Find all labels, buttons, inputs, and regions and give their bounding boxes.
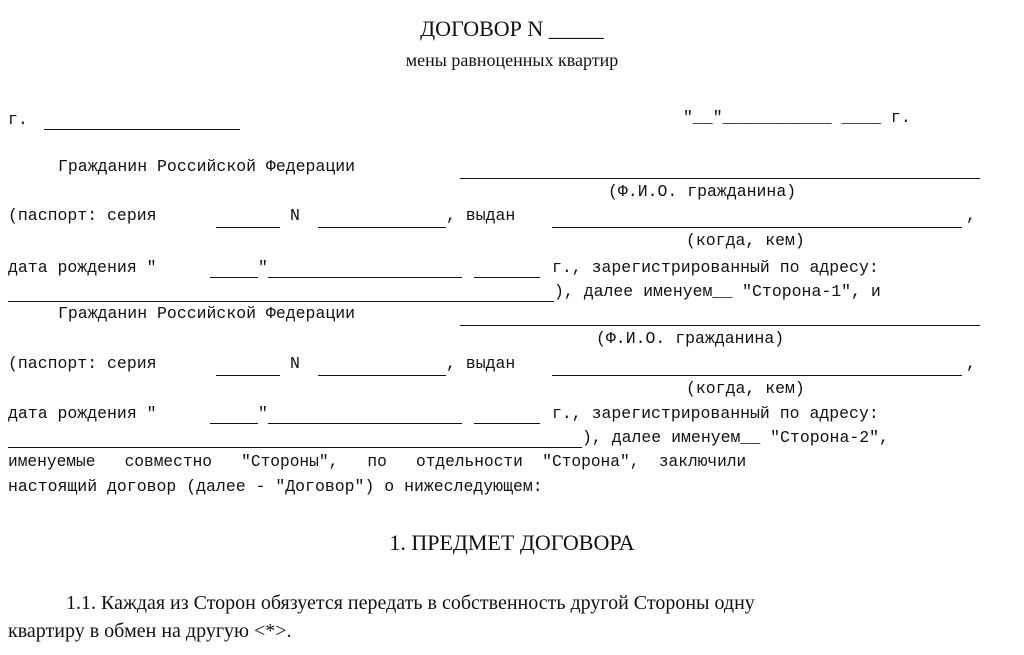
party2-issued-blank bbox=[552, 375, 962, 376]
party2-year-reg-label: г., зарегистрированный по адресу: bbox=[552, 404, 879, 423]
party2-citizen-label: Гражданин Российской Федерации bbox=[58, 304, 356, 323]
city-blank bbox=[44, 129, 240, 130]
party2-birth-year-blank bbox=[474, 423, 540, 424]
party1-issued-comma: , bbox=[966, 206, 976, 225]
party2-address-blank bbox=[8, 447, 582, 448]
party2-issued-label: , выдан bbox=[446, 354, 516, 373]
party1-birth-month-blank bbox=[268, 277, 462, 278]
party1-birth-quote: " bbox=[258, 258, 268, 277]
party1-year-reg-label: г., зарегистрированный по адресу: bbox=[552, 258, 879, 277]
party1-issued-label: , выдан bbox=[446, 206, 516, 225]
party1-address-blank bbox=[8, 301, 554, 302]
city-prefix: г. bbox=[8, 110, 28, 129]
party1-address-tail: ), далее именуем__ "Сторона-1", и bbox=[554, 282, 881, 301]
party2-number-label: N bbox=[290, 354, 300, 373]
contract-subtitle: мены равноценных квартир bbox=[405, 50, 619, 70]
party1-series-blank bbox=[216, 227, 280, 228]
party2-birth-quote: " bbox=[258, 404, 268, 423]
party1-citizen-label: Гражданин Российской Федерации bbox=[58, 157, 356, 176]
party2-fio-caption: (Ф.И.О. гражданина) bbox=[596, 329, 785, 348]
party1-issued-caption: (когда, кем) bbox=[686, 231, 805, 250]
party2-series-blank bbox=[216, 375, 280, 376]
party2-birth-day-blank bbox=[210, 423, 258, 424]
party1-birth-day-blank bbox=[210, 277, 258, 278]
party1-passport-label: (паспорт: серия bbox=[8, 206, 157, 225]
clause-1-1-line-2: квартиру в обмен на другую <*>. bbox=[8, 620, 292, 642]
party1-birth-year-blank bbox=[474, 277, 540, 278]
party1-number-blank bbox=[318, 227, 446, 228]
party2-address-tail: ), далее именуем__ "Сторона-2", bbox=[582, 428, 889, 447]
contract-title: ДОГОВОР N _____ bbox=[420, 16, 604, 41]
party2-birth-month-blank bbox=[268, 423, 462, 424]
clause-1-1-line-1: 1.1. Каждая из Сторон обязуется передать в собственность другой Стороны одну bbox=[66, 592, 755, 614]
party1-fio-blank bbox=[460, 178, 980, 179]
party2-fio-blank bbox=[460, 325, 980, 326]
date-line: "__"___________ ____ г. bbox=[683, 108, 911, 127]
joint-line-2: настоящий договор (далее - "Договор") о нижеследующем: bbox=[8, 477, 543, 496]
party1-fio-caption: (Ф.И.О. гражданина) bbox=[608, 182, 797, 201]
section-title: 1. ПРЕДМЕТ ДОГОВОРА bbox=[389, 530, 635, 555]
party2-birth-label: дата рождения " bbox=[8, 404, 157, 423]
party2-issued-caption: (когда, кем) bbox=[686, 379, 805, 398]
party1-number-label: N bbox=[290, 206, 300, 225]
party1-birth-label: дата рождения " bbox=[8, 258, 157, 277]
party2-passport-label: (паспорт: серия bbox=[8, 354, 157, 373]
party1-issued-blank bbox=[552, 227, 962, 228]
joint-line-1: именуемые совместно "Стороны", по отдельности "Сторона", заключили bbox=[8, 453, 747, 471]
party2-issued-comma: , bbox=[966, 354, 976, 373]
party2-number-blank bbox=[318, 375, 446, 376]
